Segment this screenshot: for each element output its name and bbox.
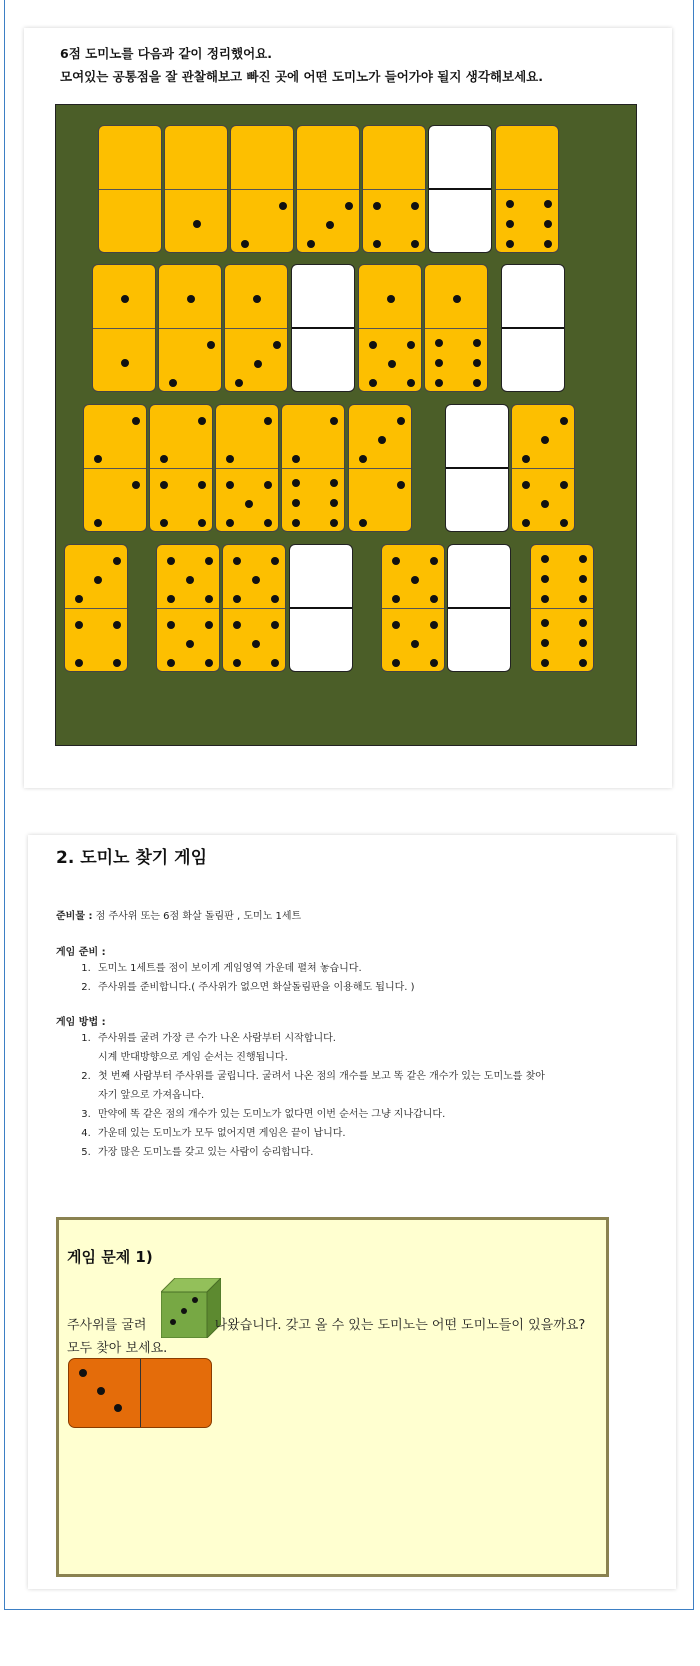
blank-domino-slot [445,404,509,532]
intro-line-2: 모여있는 공통점을 잘 관찰해보고 빠진 곳에 어떤 도미노가 들어가야 될지 생각해보세요. [60,69,543,84]
method-step: 1. 주사위를 굴려 가장 큰 수가 나온 사람부터 시작합니다. 시계 반대방향으로 게임 순서는 진행됩니다. [94,1029,545,1067]
domino-tile [156,544,220,672]
domino-tile [158,264,222,392]
prep-step: 1. 도미노 1세트를 점이 보이게 게임영역 가운데 펼쳐 놓습니다. [94,959,415,978]
problem-box [56,1217,609,1577]
domino-tile [215,404,279,532]
blank-domino-slot [428,125,492,253]
method-step: 5. 가장 많은 도미노를 갖고 있는 사람이 승리합니다. [94,1143,545,1162]
domino-tile [83,404,147,532]
method-label: 게임 방법 : [56,1017,106,1028]
domino-tile [495,125,559,253]
materials-label: 준비물 : [56,911,93,922]
prep-steps [56,959,415,997]
prep-step: 2. 주사위를 준비합니다.( 주사위가 없으면 화살돌림판을 이용해도 됩니다. ) [94,978,415,997]
section-title: 2. 도미노 찾기 게임 [56,848,207,868]
method-step: 3. 만약에 똑 같은 점의 개수가 있는 도미노가 없다면 이번 순서는 그냥 지나갑니다. [94,1105,545,1124]
method-step: 4. 가운데 있는 도미노가 모두 없어지면 게임은 끝이 납니다. [94,1124,545,1143]
domino-puzzle-card [24,28,672,788]
materials-line [56,907,301,922]
prep-label: 게임 준비 : [56,947,106,958]
blank-domino-slot [501,264,565,392]
domino-tile [222,544,286,672]
domino-tile [149,404,213,532]
domino-tile [358,264,422,392]
domino-board [55,104,637,746]
domino-tile [224,264,288,392]
domino-tile [64,544,128,672]
domino-tile [92,264,156,392]
domino-game-card [28,835,676,1589]
domino-tile [362,125,426,253]
orange-domino [68,1358,212,1428]
domino-tile [511,404,575,532]
intro-text [60,42,543,88]
domino-tile [530,544,594,672]
blank-domino-slot [289,544,353,672]
blank-domino-slot [447,544,511,672]
domino-tile [381,544,445,672]
domino-tile [164,125,228,253]
domino-tile [281,404,345,532]
method-steps [56,1029,545,1162]
method-step: 2. 첫 번째 사람부터 주사위를 굴립니다. 굴려서 나온 점의 개수를 보고 똑 같은 개수가 있는 도미노를 찾아 자기 앞으로 가져옵니다. [94,1067,545,1105]
intro-line-1: 6점 도미노를 다음과 같이 정리했어요. [60,46,272,61]
problem-title: 게임 문제 1) [67,1248,153,1266]
domino-tile [98,125,162,253]
problem-text: 주사위를 굴려 나왔습니다. 갖고 올 수 있는 도미노는 어떤 도미노들이 있을까요? 모두 찾아 보세요. [67,1318,586,1356]
domino-tile [424,264,488,392]
domino-tile [230,125,294,253]
materials-text: 점 주사위 또는 6점 화살 돌림판 , 도미노 1세트 [92,911,302,922]
blank-domino-slot [291,264,355,392]
domino-tile [348,404,412,532]
domino-tile [296,125,360,253]
